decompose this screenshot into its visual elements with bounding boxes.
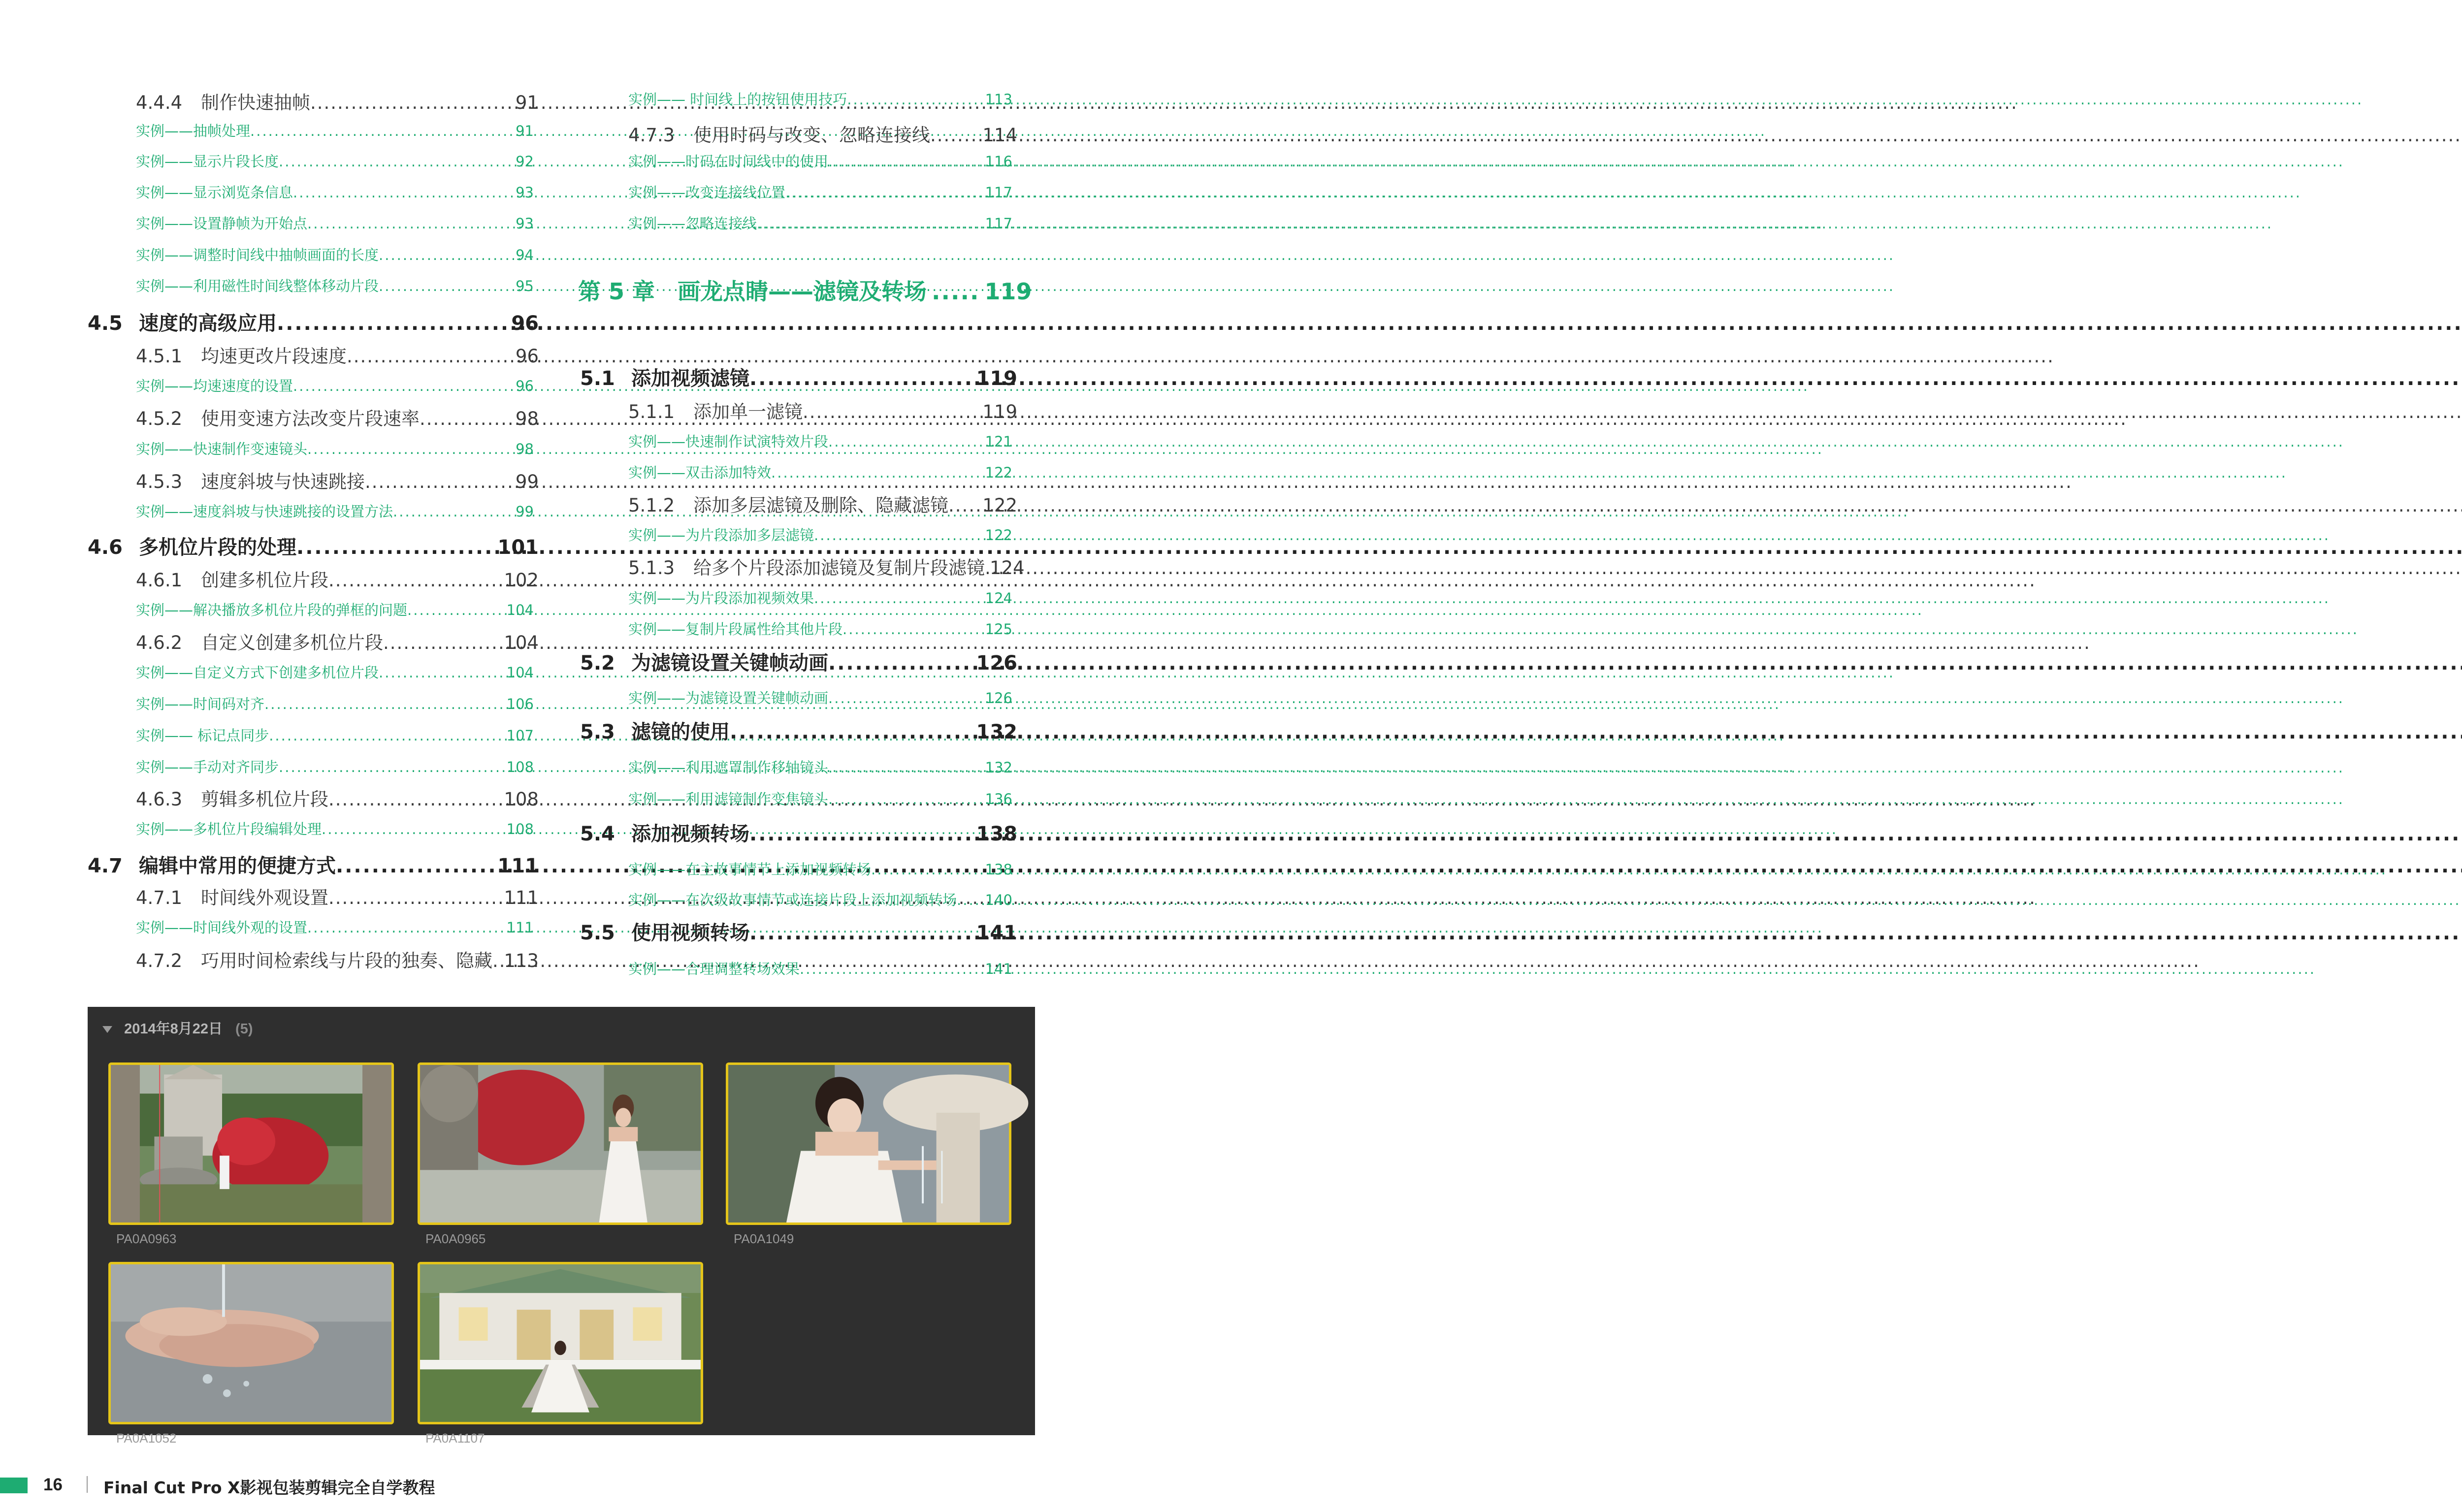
toc-entry-title: 给多个片段添加滤镜及复制片段滤镜	[693, 557, 985, 579]
toc-page-number: 122	[982, 495, 1017, 516]
toc-entry-number: 5.2	[580, 652, 615, 675]
toc-entry-title: 实例——利用滤镜制作变焦镜头	[628, 791, 829, 807]
dot-leader	[785, 184, 985, 201]
toc-entry-title: 使用时码与改变、忽略连接线	[693, 125, 930, 146]
toc-page-number: 91	[516, 123, 534, 139]
dot-leader	[985, 557, 990, 579]
toc-example-entry[interactable]	[628, 788, 1012, 808]
toc-page-number: 141	[976, 922, 1017, 944]
dot-leader	[307, 919, 507, 936]
toc-entry-title: 实例——复制片段属性给其他片段	[628, 621, 843, 638]
toc-entry-title: 实例——在主故事情节上添加视频转场	[628, 861, 872, 878]
toc-page-number: 113	[985, 91, 1012, 108]
toc-entry-title: 使用视频转场	[631, 922, 749, 944]
toc-entry-title: 添加视频转场	[631, 823, 749, 845]
dot-leader	[347, 346, 516, 367]
dot-leader	[296, 536, 498, 559]
toc-entry-title: 添加单一滤镜	[693, 401, 803, 422]
toc-section-entry[interactable]	[88, 532, 539, 560]
toc-chapter-heading[interactable]	[578, 274, 1032, 306]
toc-page-number: 96	[516, 378, 534, 394]
toc-section-entry[interactable]	[88, 850, 539, 878]
toc-page-number: 108	[506, 821, 534, 837]
dot-leader	[749, 367, 976, 390]
dot-leader	[828, 433, 985, 450]
toc-page-number: 126	[976, 652, 1017, 675]
toc-example-entry[interactable]	[628, 859, 1012, 879]
dot-leader	[307, 441, 516, 457]
event-clip-count: (5)	[235, 1021, 253, 1037]
dot-leader	[730, 721, 976, 743]
toc-page-number: 124	[985, 590, 1012, 607]
toc-page-number: 138	[985, 861, 1012, 878]
toc-page-number: 93	[516, 215, 534, 232]
dot-leader	[322, 821, 507, 837]
toc-page-number: 104	[506, 664, 534, 681]
toc-example-entry[interactable]	[628, 431, 1012, 451]
toc-example-entry[interactable]	[628, 889, 1012, 909]
clip-name: PA0A1049	[734, 1231, 794, 1246]
toc-entry-title: 实例——双击添加特效	[628, 464, 772, 481]
toc-page-number: 107	[506, 727, 534, 744]
toc-entry-title: 实例——快速制作试演特效片段	[628, 433, 829, 450]
bride-house-image	[420, 1264, 701, 1422]
dot-leader	[336, 855, 498, 877]
toc-entry-title: 实例——显示片段长度	[136, 153, 279, 170]
toc-entry-title: 实例——时间线外观的设置	[136, 919, 308, 936]
toc-example-entry[interactable]	[136, 275, 534, 295]
toc-section-entry[interactable]	[580, 716, 1017, 744]
toc-example-entry[interactable]	[136, 213, 534, 233]
toc-page-number: 92	[516, 153, 534, 170]
toc-entry-title: 实例——快速制作变速镜头	[136, 441, 308, 457]
dot-leader	[293, 378, 516, 394]
toc-subsection-entry[interactable]	[628, 120, 1017, 147]
dot-leader	[749, 922, 976, 944]
dot-leader	[310, 92, 516, 113]
toc-entry-number: 4.5.1	[136, 346, 183, 367]
toc-entry-number: 4.7.1	[136, 887, 183, 908]
clip-name: PA0A1107	[425, 1431, 485, 1446]
toc-subsection-entry[interactable]	[628, 397, 1017, 423]
toc-entry-title: 实例——为片段添加视频效果	[628, 590, 814, 607]
toc-example-entry[interactable]	[628, 151, 1012, 171]
toc-example-entry[interactable]	[628, 687, 1012, 708]
toc-entry-title: 制作快速抽帧	[201, 92, 310, 113]
toc-section-entry[interactable]	[580, 917, 1017, 945]
clip-thumbnail[interactable]	[418, 1062, 703, 1225]
toc-entry-number: 4.7.3	[628, 125, 675, 146]
toc-subsection-entry[interactable]	[628, 490, 1017, 517]
toc-page-number: 91	[515, 92, 539, 113]
toc-entry-number: 5.5	[580, 922, 615, 944]
toc-subsection-entry[interactable]	[136, 404, 539, 430]
toc-page-number: 136	[985, 791, 1012, 807]
toc-page-number: 111	[497, 855, 539, 877]
toc-entry-title: 实例——时码在时间线中的使用	[628, 153, 829, 170]
toc-page-number: 111	[506, 919, 534, 936]
garden-fountain-image	[111, 1065, 391, 1222]
clip-thumbnail[interactable]	[726, 1062, 1011, 1225]
toc-entry-number: 5.4	[580, 823, 615, 845]
toc-subsection-entry[interactable]	[136, 946, 539, 972]
dot-leader	[379, 278, 516, 294]
dot-leader	[379, 247, 516, 263]
toc-subsection-entry[interactable]	[136, 565, 539, 592]
toc-example-entry[interactable]	[628, 462, 1012, 482]
toc-page-number: 132	[985, 759, 1012, 776]
clip-name: PA0A1052	[116, 1431, 177, 1446]
toc-entry-title: 实例——改变连接线位置	[628, 184, 786, 201]
clip-thumbnail[interactable]	[108, 1262, 394, 1424]
toc-example-entry[interactable]	[628, 958, 1012, 978]
toc-example-entry[interactable]	[136, 375, 534, 395]
toc-page-number: 111	[504, 887, 539, 908]
toc-page-number: 108	[506, 759, 534, 775]
toc-example-entry[interactable]	[628, 213, 1012, 233]
dot-leader	[771, 464, 985, 481]
toc-page-number: 96	[511, 312, 539, 335]
toc-entry-title: 实例——时间码对齐	[136, 696, 265, 712]
toc-page-number: 121	[985, 433, 1012, 450]
toc-example-entry[interactable]	[136, 599, 534, 619]
event-browser-panel	[88, 1007, 1035, 1446]
toc-entry-title: 实例——手动对齐同步	[136, 759, 279, 775]
dot-leader	[828, 153, 985, 170]
dot-leader	[828, 652, 976, 675]
toc-page-number: 138	[976, 823, 1017, 845]
hands-water-image	[111, 1264, 391, 1422]
toc-subsection-entry[interactable]	[136, 467, 539, 493]
toc-page-number: 126	[985, 690, 1012, 707]
dot-leader	[828, 690, 985, 707]
dot-leader	[269, 727, 506, 744]
toc-entry-number: 4.4.4	[136, 92, 183, 113]
toc-entry-title: 实例——多机位片段编辑处理	[136, 821, 322, 837]
clip-name: PA0A0963	[116, 1231, 177, 1246]
toc-page-number: 101	[497, 536, 539, 559]
toc-page-number: 122	[985, 527, 1012, 544]
dot-leader	[365, 471, 516, 492]
dot-leader	[407, 602, 507, 618]
toc-entry-title: 实例—— 标记点同步	[136, 727, 269, 744]
toc-page-number: 119	[982, 401, 1017, 422]
toc-entry-title: 实例——解决播放多机位片段的弹框的问题	[136, 602, 408, 618]
dot-leader	[383, 632, 504, 653]
toc-entry-title: 实例——设置静帧为开始点	[136, 215, 308, 232]
toc-example-entry[interactable]	[136, 917, 534, 937]
toc-entry-title: 实例——利用磁性时间线整体移动片段	[136, 278, 379, 294]
toc-entry-number: 4.5	[88, 312, 123, 335]
toc-page-number: 99	[516, 503, 534, 520]
toc-entry-title: 实例——利用遮罩制作移轴镜头	[628, 759, 829, 776]
dot-leader	[757, 215, 985, 232]
toc-entry-title: 速度的高级应用	[139, 312, 277, 335]
toc-page-number: 117	[985, 184, 1012, 201]
dot-leader	[264, 696, 507, 712]
toc-page-number: 113	[504, 950, 539, 971]
toc-entry-number: 4.6	[88, 536, 123, 559]
toc-entry-number: 5.1.1	[628, 401, 675, 422]
dot-leader	[948, 495, 982, 516]
dot-leader	[250, 123, 516, 139]
footer-divider	[87, 1476, 88, 1493]
dot-leader	[492, 950, 504, 971]
toc-example-entry[interactable]	[136, 501, 534, 521]
toc-page-number: 96	[515, 346, 539, 367]
toc-entry-title: 实例——自定义方式下创建多机位片段	[136, 664, 379, 681]
dot-leader	[842, 621, 985, 638]
toc-entry-title: 滤镜的使用	[631, 721, 730, 743]
toc-page-number: 132	[976, 721, 1017, 743]
toc-section-entry[interactable]	[580, 363, 1017, 391]
toc-example-entry[interactable]	[136, 662, 534, 682]
disclosure-triangle-icon[interactable]	[102, 1026, 112, 1033]
toc-entry-number: 5.1	[580, 367, 615, 390]
page-number: 16	[43, 1475, 63, 1494]
toc-entry-title: 使用变速方法改变片段速率	[201, 408, 420, 429]
toc-entry-title: 速度斜坡与快速跳接	[201, 471, 365, 492]
toc-example-entry[interactable]	[136, 725, 534, 745]
book-title: Final Cut Pro X影视包装剪辑完全自学教程	[103, 1478, 435, 1497]
toc-example-entry[interactable]	[136, 818, 534, 838]
toc-entry-number: 4.6.1	[136, 570, 183, 591]
toc-page-number: 117	[985, 215, 1012, 232]
toc-example-entry[interactable]	[136, 693, 534, 713]
clip-name: PA0A0965	[425, 1231, 486, 1246]
toc-entry-title: 实例——为片段添加多层滤镜	[628, 527, 814, 544]
event-header[interactable]	[102, 1018, 253, 1038]
toc-example-entry[interactable]	[628, 587, 1012, 608]
toc-entry-title: 为滤镜设置关键帧动画	[631, 652, 828, 675]
toc-entry-title: 添加多层滤镜及删除、隐藏滤镜	[693, 495, 948, 516]
dot-leader	[749, 823, 976, 845]
dot-leader	[814, 527, 985, 544]
toc-entry-title: 实例——均速速度的设置	[136, 378, 293, 394]
toc-page-number: 102	[504, 570, 539, 591]
toc-entry-title: 多机位片段的处理	[139, 536, 296, 559]
toc-page-number: 122	[985, 464, 1012, 481]
dot-leader	[847, 91, 985, 108]
toc-entry-title: 第 5 章 画龙点睛——滤镜及转场	[578, 278, 927, 305]
dot-leader	[328, 570, 504, 591]
toc-page-number: 95	[516, 278, 534, 294]
toc-entry-title: 编辑中常用的便捷方式	[139, 855, 336, 877]
toc-page-number: 114	[982, 125, 1017, 146]
dot-leader	[307, 215, 516, 232]
toc-entry-title: 实例——速度斜坡与快速跳接的设置方法	[136, 503, 393, 520]
toc-example-entry[interactable]	[136, 756, 534, 776]
toc-example-entry[interactable]	[136, 244, 534, 264]
toc-section-entry[interactable]	[580, 647, 1017, 676]
toc-entry-number: 4.7	[88, 855, 123, 877]
toc-page-number: 119	[984, 278, 1032, 305]
dot-leader	[328, 789, 504, 810]
toc-page-number: 125	[985, 621, 1012, 638]
toc-page-number: 140	[985, 892, 1012, 908]
toc-entry-title: 均速更改片段速度	[201, 346, 347, 367]
dot-leader	[279, 153, 516, 170]
toc-entry-title: 创建多机位片段	[201, 570, 328, 591]
toc-entry-number: 4.5.3	[136, 471, 183, 492]
toc-entry-number: 4.6.2	[136, 632, 183, 653]
toc-entry-title: 实例——忽略连接线	[628, 215, 757, 232]
dot-leader	[420, 408, 516, 429]
dot-leader	[328, 887, 504, 908]
toc-example-entry[interactable]	[628, 618, 1012, 639]
toc-page-number: 99	[515, 471, 539, 492]
toc-entry-number: 4.5.2	[136, 408, 183, 429]
toc-page-number: 124	[990, 557, 1025, 579]
toc-entry-title: 实例——抽帧处理	[136, 123, 251, 139]
toc-example-entry[interactable]	[628, 524, 1012, 545]
toc-example-entry[interactable]	[628, 757, 1012, 777]
toc-entry-number: 4.6.3	[136, 789, 183, 810]
toc-example-entry[interactable]	[136, 120, 534, 140]
dot-leader	[814, 590, 985, 607]
dot-leader	[957, 892, 985, 908]
dot-leader	[279, 759, 507, 775]
toc-page-number: 108	[504, 789, 539, 810]
clip-thumbnail[interactable]	[418, 1262, 703, 1424]
footer-accent-bar	[0, 1478, 28, 1493]
toc-example-entry[interactable]	[136, 182, 534, 202]
toc-entry-number: 5.1.3	[628, 557, 675, 579]
toc-entry-title: 实例——为滤镜设置关键帧动画	[628, 690, 829, 707]
toc-subsection-entry[interactable]	[136, 784, 539, 811]
toc-page-number: 104	[506, 602, 534, 618]
toc-entry-title: 实例——显示浏览条信息	[136, 184, 293, 201]
event-date-label: 2014年8月22日	[124, 1021, 223, 1037]
dot-leader	[932, 278, 979, 305]
toc-section-entry[interactable]	[88, 308, 539, 336]
clip-thumbnail[interactable]	[108, 1062, 394, 1225]
toc-subsection-entry[interactable]	[136, 883, 539, 909]
dot-leader	[828, 759, 985, 776]
toc-entry-number: 4.7.2	[136, 950, 183, 971]
dot-leader	[379, 664, 507, 681]
dot-leader	[828, 791, 985, 807]
toc-entry-title: 巧用时间检索线与片段的独奏、隐藏	[201, 950, 492, 971]
toc-page-number: 93	[516, 184, 534, 201]
bride-red-tree-image	[420, 1065, 701, 1222]
toc-section-entry[interactable]	[580, 818, 1017, 846]
toc-entry-title: 实例——调整时间线中抽帧画面的长度	[136, 247, 379, 263]
toc-example-entry[interactable]	[136, 151, 534, 171]
toc-page-number: 94	[516, 247, 534, 263]
toc-entry-number: 5.1.2	[628, 495, 675, 516]
toc-page-number: 98	[515, 408, 539, 429]
toc-entry-title: 实例—— 时间线上的按钮使用技巧	[628, 91, 847, 108]
toc-subsection-entry[interactable]	[136, 88, 539, 114]
toc-entry-title: 实例——在次级故事情节或连接片段上添加视频转场	[628, 892, 957, 908]
toc-entry-title: 时间线外观设置	[201, 887, 328, 908]
dot-leader	[871, 861, 985, 878]
toc-page-number: 106	[506, 696, 534, 712]
dot-leader	[293, 184, 516, 201]
toc-entry-number: 5.3	[580, 721, 615, 743]
toc-subsection-entry[interactable]	[136, 341, 539, 368]
toc-page-number: 116	[985, 153, 1012, 170]
dot-leader	[393, 503, 516, 520]
toc-page-number: 104	[504, 632, 539, 653]
toc-entry-title: 添加视频滤镜	[631, 367, 749, 390]
toc-page-number: 141	[985, 961, 1012, 977]
toc-subsection-entry[interactable]	[136, 628, 539, 654]
toc-entry-title: 自定义创建多机位片段	[201, 632, 383, 653]
toc-entry-title: 实例——合理调整转场效果	[628, 961, 800, 977]
dot-leader	[277, 312, 511, 335]
toc-example-entry[interactable]	[628, 182, 1012, 202]
dot-leader	[800, 961, 985, 977]
toc-page-number: 98	[516, 441, 534, 457]
toc-example-entry[interactable]	[136, 438, 534, 458]
toc-entry-title: 剪辑多机位片段	[201, 789, 328, 810]
dot-leader	[930, 125, 982, 146]
toc-example-entry[interactable]	[628, 89, 1012, 109]
bride-fountain-image	[728, 1065, 1009, 1222]
toc-subsection-entry[interactable]	[628, 553, 1025, 579]
dot-leader	[803, 401, 982, 422]
toc-page-number: 119	[976, 367, 1017, 390]
